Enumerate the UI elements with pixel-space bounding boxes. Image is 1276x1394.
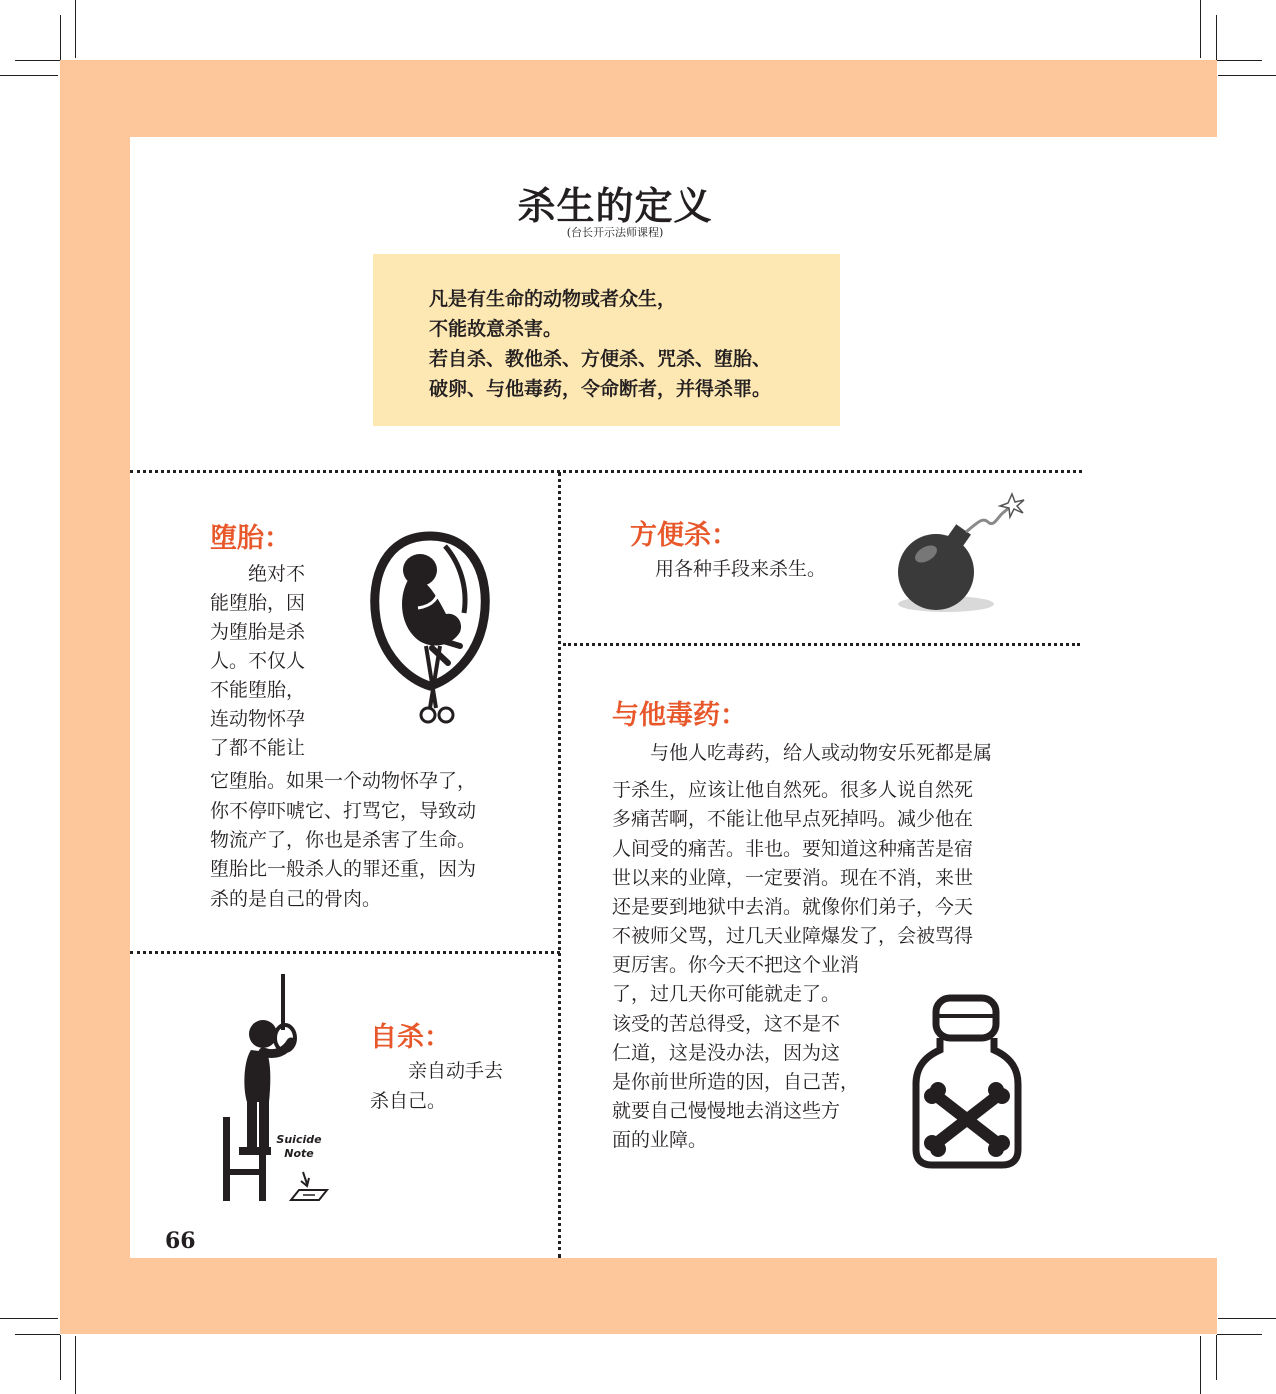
page-number: 66 [165,1228,196,1254]
poison-text-line: 仁道，这是没办法，因为这 [612,1042,841,1064]
crop-mark [1217,60,1262,61]
page-title: 杀生的定义 [517,184,713,228]
divider-right-middle [563,643,1080,646]
rule-line: 不能故意杀害。 [429,318,563,340]
hanging-figure-icon [215,972,340,1207]
abortion-text-line: 你不停吓唬它、打骂它，导致动 [210,800,477,822]
suicide-note-label [270,1133,328,1161]
crop-mark [60,1335,61,1380]
poison-text-line: 更厉害。你今天不把这个业消 [612,954,860,976]
page-frame-top [60,60,1217,137]
poison-text-line: 该受的苦总得受，这不是不 [612,1013,841,1035]
abortion-text-line: 杀的是自己的骨肉。 [210,888,382,910]
page-subtitle: (台长开示法师课程) [566,226,664,239]
page-frame-bottom [60,1258,1217,1334]
abortion-text-line: 它堕胎。如果一个动物怀孕了， [210,770,477,792]
rule-box [373,254,840,426]
abortion-text-line: 连动物怀孕 [210,708,306,730]
abortion-text-line: 绝对不 [248,563,306,585]
divider-vertical [558,472,561,1258]
abortion-text-line: 不能堕胎， [210,679,306,701]
poison-text-line: 还是要到地狱中去消。就像你们弟子，今天 [612,896,974,918]
poison-text-line: 面的业障。 [612,1129,708,1151]
crop-mark [1218,75,1276,76]
poison-text-line: 与他人吃毒药，给人或动物安乐死都是属 [650,742,993,764]
section-heading-abortion: 堕胎： [210,523,291,554]
expedient-text-line: 用各种手段来杀生。 [655,558,827,580]
suicide-text-line: 亲自动手去 [408,1060,504,1082]
crop-mark [1218,1318,1276,1319]
poison-text-line: 就要自己慢慢地去消这些方 [612,1100,841,1122]
crop-mark [0,1318,58,1319]
bomb-icon [888,492,1038,624]
abortion-text-line: 为堕胎是杀 [210,621,306,643]
poison-bottle-icon [908,992,1026,1170]
crop-mark [1200,0,1201,58]
abortion-text-line: 堕胎比一般杀人的罪还重，因为 [210,858,477,880]
abortion-text-line: 能堕胎，因 [210,592,306,614]
crop-mark [75,0,76,58]
crop-mark [1217,1334,1262,1335]
poison-text-line: 世以来的业障，一定要消。现在不消，来世 [612,867,974,889]
divider-top [130,470,1082,473]
rule-line: 凡是有生命的动物或者众生， [429,288,677,310]
poison-text-line: 人间受的痛苦。非也。要知道这种痛苦是宿 [612,838,974,860]
crop-mark [15,60,60,61]
crop-mark [15,1334,60,1335]
rule-line: 若自杀、教他杀、方便杀、咒杀、堕胎、 [429,348,772,370]
abortion-text-line: 了都不能让 [210,737,306,759]
fetus-in-womb-icon [360,528,500,733]
crop-mark [60,15,61,60]
section-heading-expedient: 方便杀： [630,520,738,551]
poison-text-line: 多痛苦啊，不能让他早点死掉吗。减少他在 [612,808,974,830]
suicide-note-line: Suicide [276,1133,322,1146]
suicide-text-line: 杀自己。 [370,1090,447,1112]
crop-mark [1216,1335,1217,1380]
abortion-text-line: 人。不仅人 [210,650,306,672]
poison-text-line: 了，过几天你可能就走了。 [612,983,841,1005]
poison-text-line: 是你前世所造的因，自己苦， [612,1071,860,1093]
suicide-note-line: Note [284,1147,314,1160]
crop-mark [0,75,58,76]
page-frame-left [60,60,130,1334]
poison-text-line: 于杀生，应该让他自然死。很多人说自然死 [612,779,974,801]
rule-line: 破卵、与他毒药，令命断者，并得杀罪。 [429,378,772,400]
section-heading-suicide: 自杀： [370,1022,451,1053]
divider-left-middle [130,951,560,954]
crop-mark [1216,15,1217,60]
crop-mark [75,1336,76,1394]
section-heading-poison: 与他毒药： [612,700,747,731]
poison-text-line: 不被师父骂，过几天业障爆发了，会被骂得 [612,925,974,947]
crop-mark [1200,1336,1201,1394]
abortion-text-line: 物流产了，你也是杀害了生命。 [210,829,477,851]
